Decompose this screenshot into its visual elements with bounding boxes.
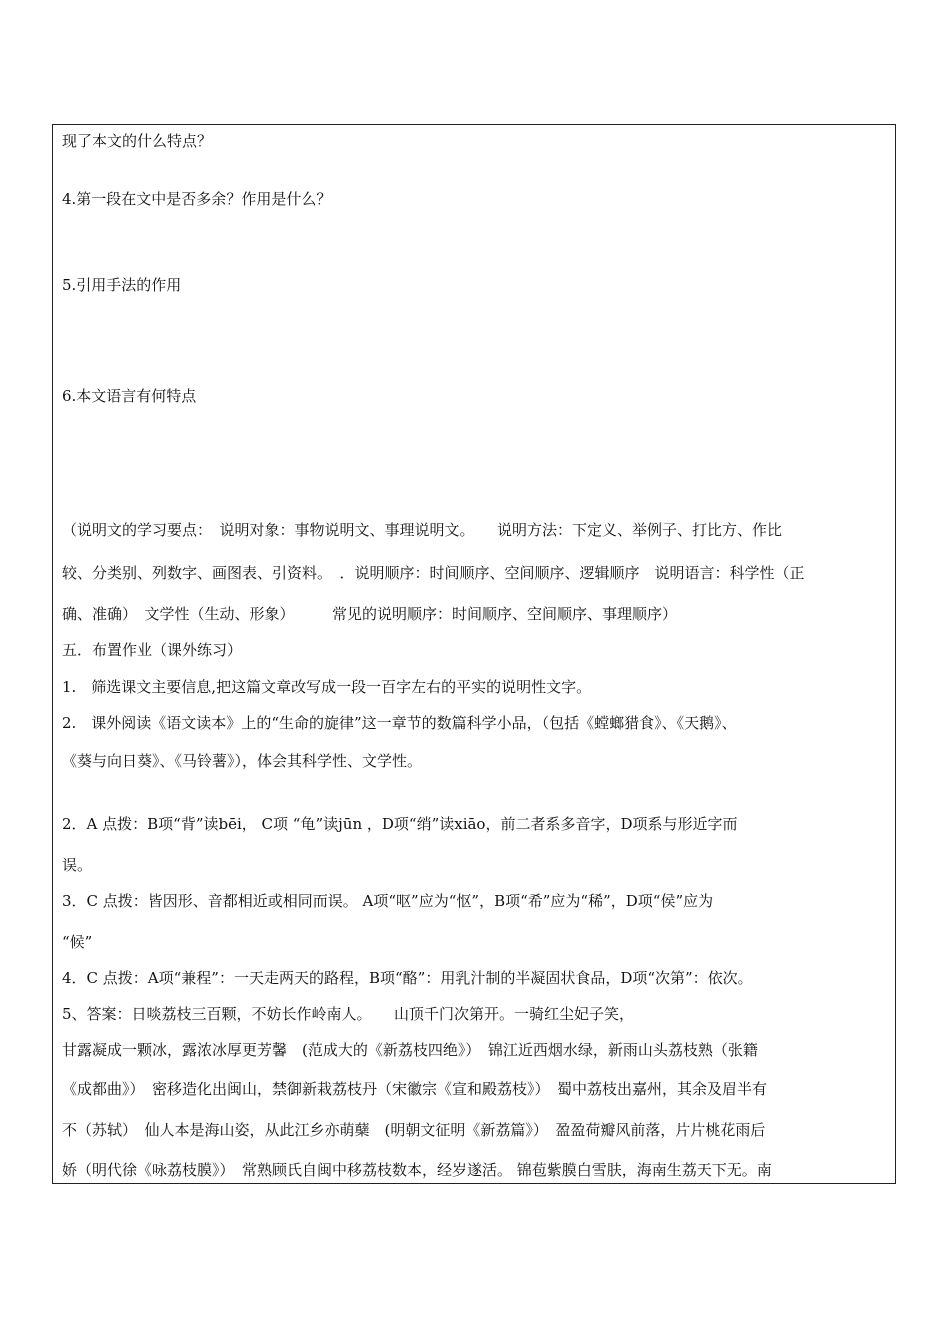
summary-line-2: 较、分类别、列数字、画图表、引资料。 ．说明顺序：时间顺序、空间顺序、逻辑顺序 说明语言：科学性（正 [62, 564, 805, 582]
summary-line-1: （说明文的学习要点： 说明对象：事物说明文、事理说明文。 说明方法：下定义、举例子、打比方、作比 [62, 521, 783, 539]
question-5: 5.引用手法的作用 [62, 276, 182, 294]
homework-2: 2. 课外阅读《语文读本》上的“生命的旋律”这一章节的数篇科学小品，（包括《螳螂猎食》、《天鹅》、 [62, 714, 737, 732]
homework-heading: 五．布置作业（课外练习） [62, 641, 243, 659]
answer-5-line-5: 娇（明代徐《咏荔枝膜》） 常熟顾氏自闽中移荔枝数本，经岁遂活。 锦苞紫膜白雪肤，海南生荔天下无。南 [62, 1161, 772, 1179]
homework-2-cont: 《葵与向日葵》、《马铃薯》），体会其科学性、文学性。 [62, 752, 423, 770]
homework-1: 1. 筛选课文主要信息,把这篇文章改写成一段一百字左右的平实的说明性文字。 [62, 678, 592, 696]
answer-5-line-2: 甘露凝成一颗冰，露浓冰厚更芳馨 (范成大的《新荔枝四绝》） 锦江近西烟水绿，新雨山头荔枝熟（张籍 [62, 1041, 758, 1059]
answer-5: 5、答案：日啖荔枝三百颗，不妨长作岭南人。 山顶千门次第开。一骑红尘妃子笑， [62, 1005, 635, 1023]
summary-line-3: 确、准确） 文学性（生动、形象） 常见的说明顺序：时间顺序、空间顺序、事理顺序） [62, 605, 678, 623]
text-1: 现了本文的什么特点？ [62, 132, 213, 150]
question-4: 4.第一段在文中是否多余？作用是什么？ [62, 190, 332, 208]
question-6: 6.本文语言有何特点 [62, 387, 197, 405]
answer-2: 2．A 点拨：B项“背”读bēi， C项 “龟”读jūn ，D项“绡”读xiāo，前二者系多音字，D项系与形近字而 [62, 815, 738, 833]
answer-3-cont: “候” [62, 933, 93, 951]
answer-5-line-3: 《成都曲》） 密移造化出闽山，禁御新栽荔枝丹（宋徽宗《宣和殿荔枝》） 蜀中荔枝出嘉州，其余及眉半有 [62, 1080, 768, 1098]
answer-2-cont: 误。 [62, 856, 93, 874]
answer-3: 3．C 点拨：皆因形、音都相近或相同而误。 A项“呕”应为“怄”，B项“希”应为“稀”，D项“侯”应为 [62, 892, 714, 910]
answer-5-line-4: 不（苏轼） 仙人本是海山姿，从此江乡亦萌蘖 (明朝文征明《新荔篇》） 盈盈荷瓣风前落，片片桃花雨后 [62, 1121, 766, 1139]
answer-4: 4．C 点拨：A项“兼程”：一天走两天的路程，B项“酪”：用乳汁制的半凝固状食品，D项“次第”：依次。 [62, 969, 753, 987]
